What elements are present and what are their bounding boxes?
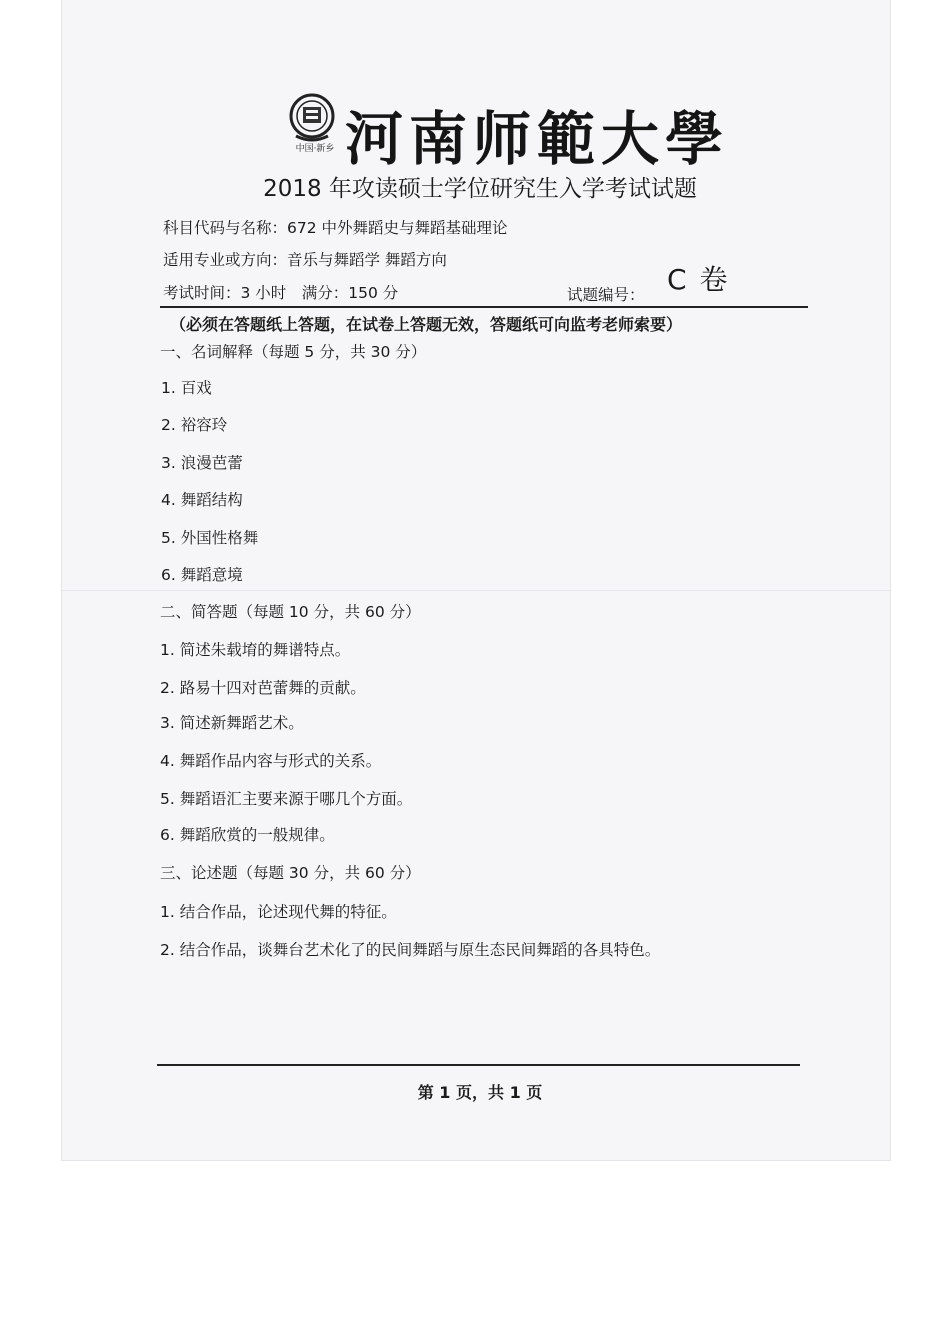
paper-fold-line	[62, 590, 890, 591]
question-item: 2. 结合作品，谈舞台艺术化了的民间舞蹈与原生态民间舞蹈的各具特色。	[160, 941, 661, 959]
section-heading: 二、简答题（每题 10 分，共 60 分）	[160, 603, 421, 621]
question-item: 4. 舞蹈结构	[161, 491, 243, 509]
paper-number-label: 试题编号：	[567, 286, 645, 304]
section-heading: 三、论述题（每题 30 分，共 60 分）	[160, 864, 421, 882]
paper-code: C 卷	[667, 263, 730, 296]
question-item: 5. 舞蹈语汇主要来源于哪几个方面。	[160, 790, 413, 808]
question-item: 1. 简述朱载堉的舞谱特点。	[160, 641, 351, 659]
answer-notice: （必须在答题纸上答题，在试卷上答题无效，答题纸可向监考老师索要）	[170, 315, 683, 334]
question-item: 2. 路易十四对芭蕾舞的贡献。	[160, 679, 366, 697]
question-item: 6. 舞蹈意境	[161, 566, 243, 584]
exam-title: 2018 年攻读硕士学位研究生入学考试试题	[263, 176, 697, 202]
section-heading: 一、名词解释（每题 5 分，共 30 分）	[160, 343, 427, 361]
question-item: 5. 外国性格舞	[161, 529, 259, 547]
question-item: 1. 百戏	[161, 379, 212, 397]
university-name: 河南师範大學	[345, 105, 730, 173]
question-item: 3. 简述新舞蹈艺术。	[160, 714, 304, 732]
footer-rule	[157, 1064, 800, 1066]
subject-line: 科目代码与名称：672 中外舞蹈史与舞蹈基础理论	[163, 219, 508, 237]
header-rule	[160, 306, 808, 308]
question-item: 6. 舞蹈欣赏的一般规律。	[160, 826, 335, 844]
question-item: 4. 舞蹈作品内容与形式的关系。	[160, 752, 382, 770]
university-emblem-icon	[286, 92, 338, 148]
page-number: 第 1 页，共 1 页	[417, 1083, 543, 1102]
question-item: 3. 浪漫芭蕾	[161, 454, 243, 472]
question-item: 2. 裕容玲	[161, 416, 228, 434]
major-line: 适用专业或方向：音乐与舞蹈学 舞蹈方向	[163, 251, 447, 269]
question-item: 1. 结合作品，论述现代舞的特征。	[160, 903, 397, 921]
emblem-caption: 中国·新乡	[295, 144, 335, 154]
time-score-line: 考试时间：3 小时 满分：150 分	[163, 284, 399, 302]
